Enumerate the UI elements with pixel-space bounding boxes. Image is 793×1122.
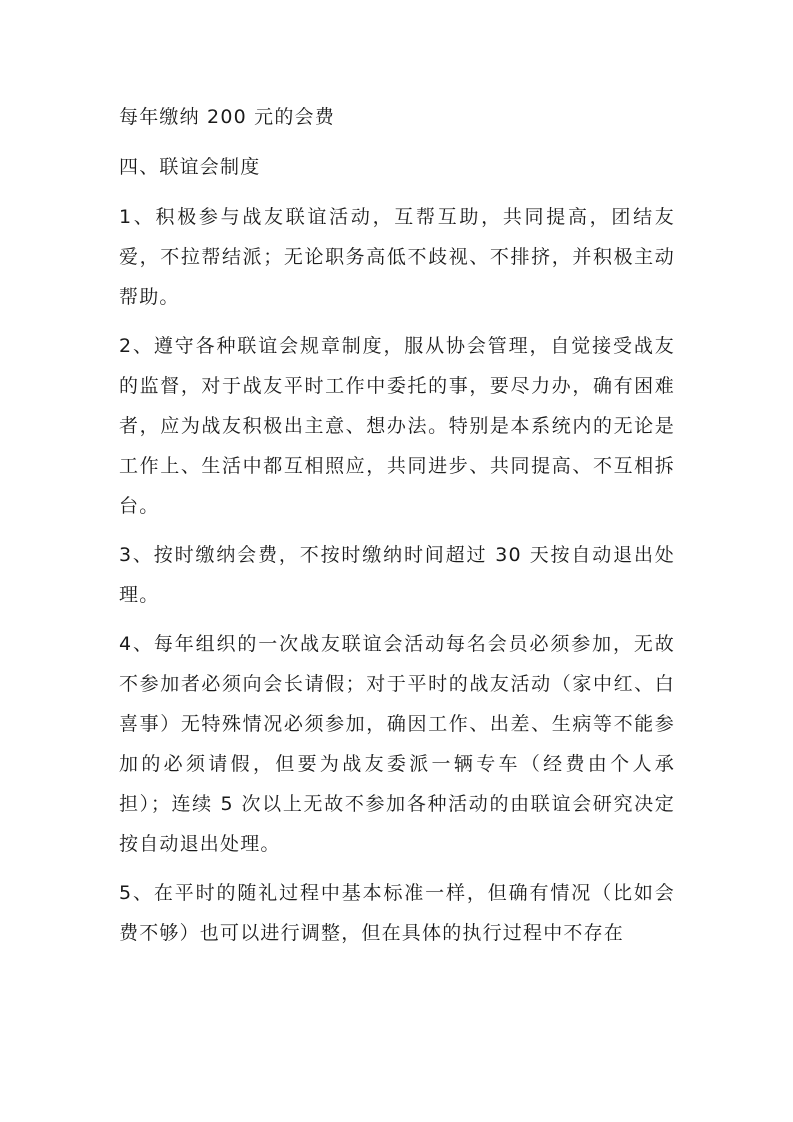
- rule-paragraph-5: 5、在平时的随礼过程中基本标准一样，但确有情况（比如会费不够）也可以进行调整，但在具体的执行过程中不存在: [119, 882, 675, 944]
- rule-paragraph-4: 4、每年组织的一次战友联谊会活动每名会员必须参加，无故不参加者必须向会长请假；对于平时的战友活动（家中红、白喜事）无特殊情况必须参加，确因工作、出差、生病等不能参加的必须请假，但要为战友委派一辆专车（经费由个人承担）；连续 5 次以上无故不参加各种活动的由联谊会研究决定按自动退出处理。: [119, 633, 675, 855]
- rule-paragraph-1: 1、积极参与战友联谊活动，互帮互助，共同提高，团结友爱，不拉帮结派；无论职务高低不歧视、不排挤，并积极主动帮助。: [119, 206, 675, 308]
- rule-paragraph-2: 2、遵守各种联谊会规章制度，服从协会管理，自觉接受战友的监督，对于战友平时工作中委托的事，要尽力办，确有困难者，应为战友积极出主意、想办法。特别是本系统内的无论是工作上、生活中都互相照应，共同进步、共同提高、不互相拆台。: [119, 335, 675, 517]
- document-body: [119, 97, 675, 962]
- section-heading: 四、联谊会制度: [119, 156, 261, 178]
- membership-fee-line: 每年缴纳 200 元的会费: [119, 106, 335, 128]
- rule-paragraph-3: 3、按时缴纳会费，不按时缴纳时间超过 30 天按自动退出处理。: [119, 544, 675, 606]
